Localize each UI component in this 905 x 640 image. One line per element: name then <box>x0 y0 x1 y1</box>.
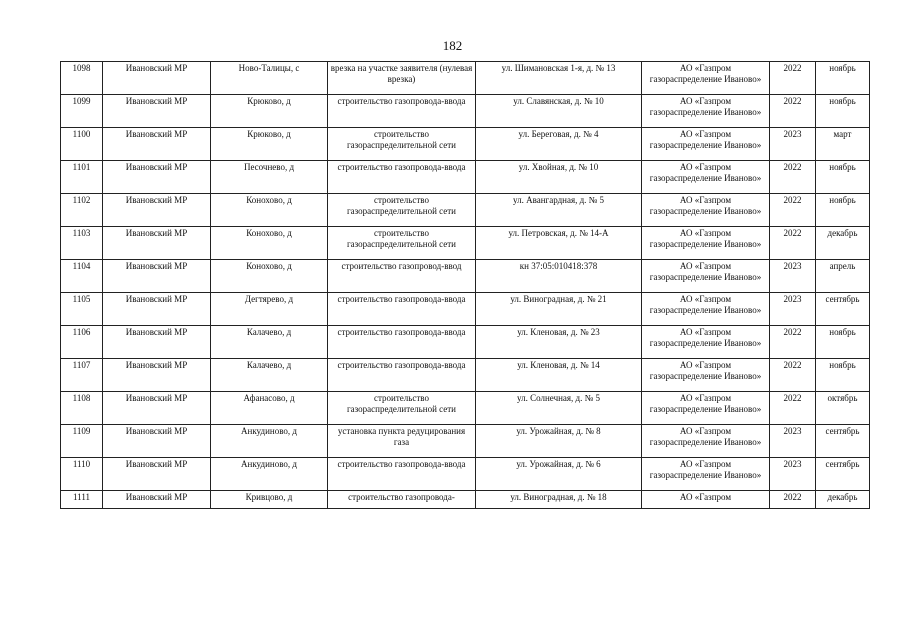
table-body <box>61 62 870 509</box>
month-cell: апрель <box>816 260 870 293</box>
organization-cell: АО «Газпром газораспределение Иваново» <box>642 128 770 161</box>
year-cell: 2022 <box>770 95 816 128</box>
district-cell: Ивановский МР <box>103 326 211 359</box>
work-type-cell: строительство газораспределительной сети <box>328 392 476 425</box>
month-cell: сентябрь <box>816 458 870 491</box>
row-number-cell: 1104 <box>61 260 103 293</box>
row-number-cell: 1109 <box>61 425 103 458</box>
table-row <box>61 62 870 95</box>
row-number-cell: 1106 <box>61 326 103 359</box>
address-cell: ул. Урожайная, д. № 6 <box>476 458 642 491</box>
year-cell: 2022 <box>770 62 816 95</box>
month-cell: ноябрь <box>816 326 870 359</box>
row-number-cell: 1107 <box>61 359 103 392</box>
locality-cell: Конохово, д <box>211 227 328 260</box>
district-cell: Ивановский МР <box>103 128 211 161</box>
district-cell: Ивановский МР <box>103 359 211 392</box>
organization-cell: АО «Газпром газораспределение Иваново» <box>642 260 770 293</box>
row-number-cell: 1108 <box>61 392 103 425</box>
locality-cell: Конохово, д <box>211 194 328 227</box>
work-type-cell: строительство газопровода- <box>328 491 476 509</box>
work-type-cell: строительство газопровод-ввод <box>328 260 476 293</box>
district-cell: Ивановский МР <box>103 491 211 509</box>
district-cell: Ивановский МР <box>103 194 211 227</box>
work-type-cell: врезка на участке заявителя (нулевая врезка) <box>328 62 476 95</box>
locality-cell: Дегтярево, д <box>211 293 328 326</box>
address-cell: ул. Урожайная, д. № 8 <box>476 425 642 458</box>
district-cell: Ивановский МР <box>103 458 211 491</box>
address-cell: ул. Славянская, д. № 10 <box>476 95 642 128</box>
address-cell: ул. Шимановская 1-я, д. № 13 <box>476 62 642 95</box>
district-cell: Ивановский МР <box>103 293 211 326</box>
year-cell: 2022 <box>770 359 816 392</box>
address-cell: ул. Авангардная, д. № 5 <box>476 194 642 227</box>
locality-cell: Анкудиново, д <box>211 425 328 458</box>
address-cell: ул. Кленовая, д. № 23 <box>476 326 642 359</box>
organization-cell: АО «Газпром газораспределение Иваново» <box>642 62 770 95</box>
table-row <box>61 293 870 326</box>
work-type-cell: установка пункта редуцирования газа <box>328 425 476 458</box>
address-cell: ул. Хвойная, д. № 10 <box>476 161 642 194</box>
locality-cell: Анкудиново, д <box>211 458 328 491</box>
address-cell: ул. Солнечная, д. № 5 <box>476 392 642 425</box>
organization-cell: АО «Газпром газораспределение Иваново» <box>642 326 770 359</box>
month-cell: декабрь <box>816 227 870 260</box>
organization-cell: АО «Газпром <box>642 491 770 509</box>
locality-cell: Афанасово, д <box>211 392 328 425</box>
row-number-cell: 1102 <box>61 194 103 227</box>
address-cell: кн 37:05:010418:378 <box>476 260 642 293</box>
work-type-cell: строительство газораспределительной сети <box>328 227 476 260</box>
year-cell: 2022 <box>770 227 816 260</box>
month-cell: ноябрь <box>816 359 870 392</box>
table-row <box>61 161 870 194</box>
year-cell: 2022 <box>770 326 816 359</box>
address-cell: ул. Кленовая, д. № 14 <box>476 359 642 392</box>
locality-cell: Песочнево, д <box>211 161 328 194</box>
row-number-cell: 1105 <box>61 293 103 326</box>
table-row <box>61 194 870 227</box>
year-cell: 2023 <box>770 128 816 161</box>
table-row <box>61 227 870 260</box>
organization-cell: АО «Газпром газораспределение Иваново» <box>642 293 770 326</box>
year-cell: 2023 <box>770 458 816 491</box>
month-cell: ноябрь <box>816 95 870 128</box>
month-cell: ноябрь <box>816 194 870 227</box>
locality-cell: Ново-Талицы, с <box>211 62 328 95</box>
address-cell: ул. Виноградная, д. № 21 <box>476 293 642 326</box>
locality-cell: Кривцово, д <box>211 491 328 509</box>
locality-cell: Калачево, д <box>211 359 328 392</box>
district-cell: Ивановский МР <box>103 392 211 425</box>
row-number-cell: 1103 <box>61 227 103 260</box>
table-row <box>61 260 870 293</box>
organization-cell: АО «Газпром газораспределение Иваново» <box>642 194 770 227</box>
year-cell: 2023 <box>770 425 816 458</box>
locality-cell: Крюково, д <box>211 95 328 128</box>
organization-cell: АО «Газпром газораспределение Иваново» <box>642 392 770 425</box>
organization-cell: АО «Газпром газораспределение Иваново» <box>642 359 770 392</box>
table-row <box>61 95 870 128</box>
district-cell: Ивановский МР <box>103 95 211 128</box>
year-cell: 2023 <box>770 293 816 326</box>
organization-cell: АО «Газпром газораспределение Иваново» <box>642 227 770 260</box>
year-cell: 2022 <box>770 392 816 425</box>
month-cell: октябрь <box>816 392 870 425</box>
month-cell: март <box>816 128 870 161</box>
district-cell: Ивановский МР <box>103 227 211 260</box>
address-cell: ул. Береговая, д. № 4 <box>476 128 642 161</box>
organization-cell: АО «Газпром газораспределение Иваново» <box>642 161 770 194</box>
district-cell: Ивановский МР <box>103 260 211 293</box>
work-type-cell: строительство газопровода-ввода <box>328 326 476 359</box>
table-row <box>61 392 870 425</box>
row-number-cell: 1101 <box>61 161 103 194</box>
work-type-cell: строительство газопровода-ввода <box>328 95 476 128</box>
row-number-cell: 1098 <box>61 62 103 95</box>
year-cell: 2022 <box>770 161 816 194</box>
locality-cell: Калачево, д <box>211 326 328 359</box>
year-cell: 2022 <box>770 491 816 509</box>
table-row <box>61 128 870 161</box>
work-type-cell: строительство газопровода-ввода <box>328 161 476 194</box>
gasification-table <box>60 61 870 509</box>
table-row <box>61 359 870 392</box>
organization-cell: АО «Газпром газораспределение Иваново» <box>642 95 770 128</box>
row-number-cell: 1110 <box>61 458 103 491</box>
work-type-cell: строительство газопровода-ввода <box>328 458 476 491</box>
row-number-cell: 1111 <box>61 491 103 509</box>
work-type-cell: строительство газопровода-ввода <box>328 293 476 326</box>
year-cell: 2023 <box>770 260 816 293</box>
district-cell: Ивановский МР <box>103 425 211 458</box>
district-cell: Ивановский МР <box>103 161 211 194</box>
address-cell: ул. Петровская, д. № 14-А <box>476 227 642 260</box>
address-cell: ул. Виноградная, д. № 18 <box>476 491 642 509</box>
table-row <box>61 491 870 509</box>
row-number-cell: 1099 <box>61 95 103 128</box>
year-cell: 2022 <box>770 194 816 227</box>
work-type-cell: строительство газопровода-ввода <box>328 359 476 392</box>
month-cell: ноябрь <box>816 62 870 95</box>
page-number: 182 <box>442 38 463 53</box>
row-number-cell: 1100 <box>61 128 103 161</box>
locality-cell: Крюково, д <box>211 128 328 161</box>
table-row <box>61 458 870 491</box>
organization-cell: АО «Газпром газораспределение Иваново» <box>642 458 770 491</box>
month-cell: декабрь <box>816 491 870 509</box>
month-cell: ноябрь <box>816 161 870 194</box>
table-row <box>61 425 870 458</box>
work-type-cell: строительство газораспределительной сети <box>328 194 476 227</box>
locality-cell: Конохово, д <box>211 260 328 293</box>
month-cell: сентябрь <box>816 293 870 326</box>
organization-cell: АО «Газпром газораспределение Иваново» <box>642 425 770 458</box>
work-type-cell: строительство газораспределительной сети <box>328 128 476 161</box>
table-row <box>61 326 870 359</box>
month-cell: сентябрь <box>816 425 870 458</box>
district-cell: Ивановский МР <box>103 62 211 95</box>
